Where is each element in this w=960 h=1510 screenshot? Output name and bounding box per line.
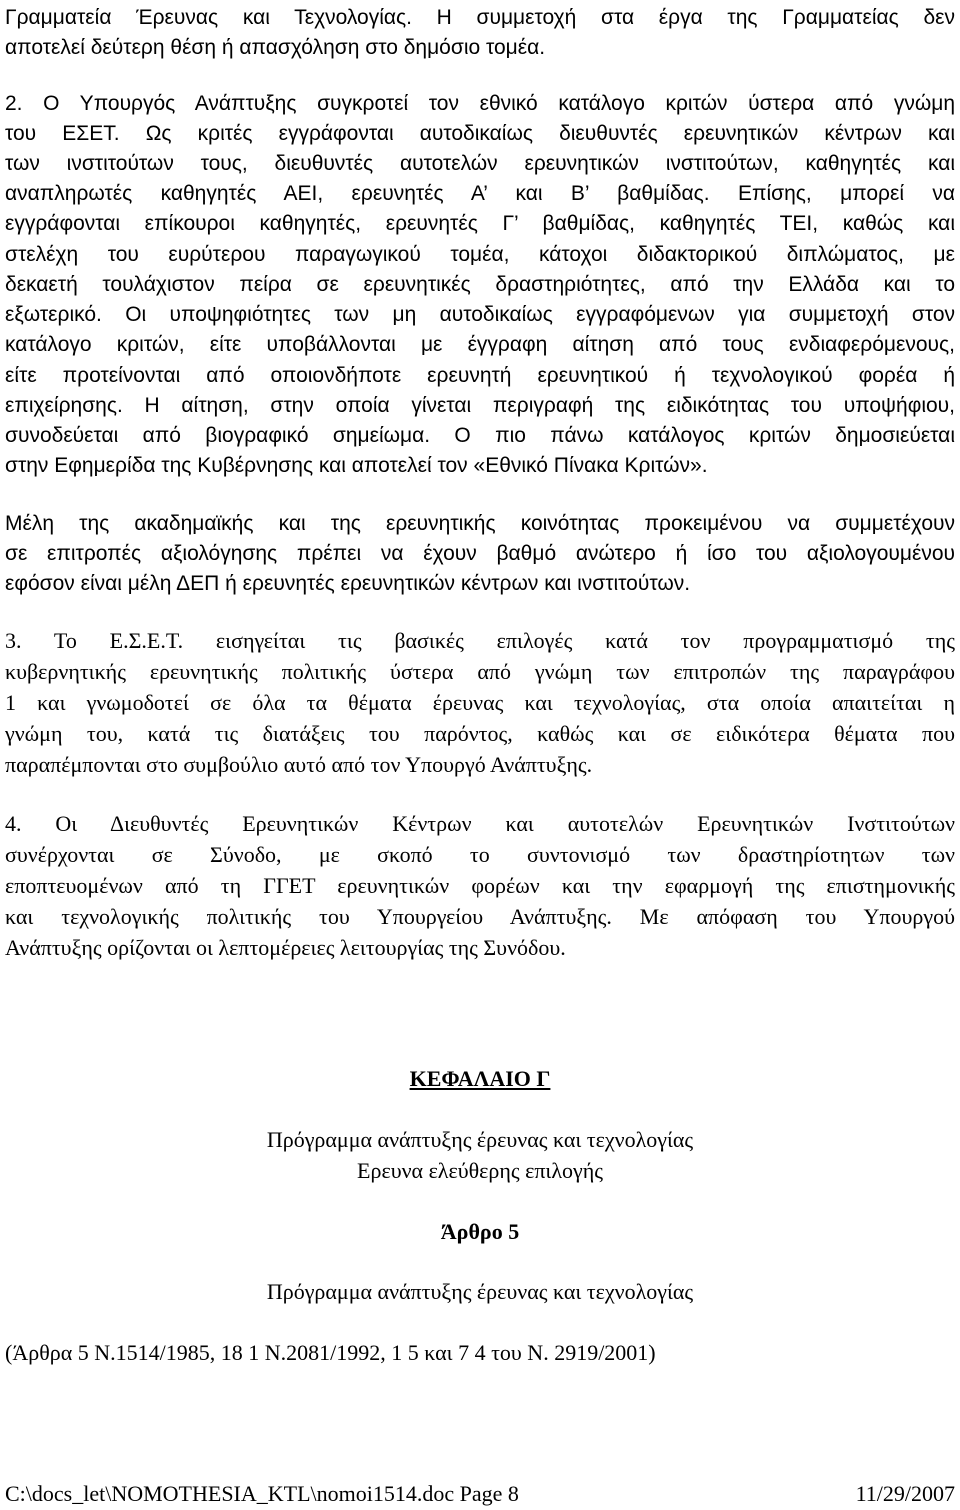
paragraph-line: κατάλογο κριτών, είτε υποβάλλονται με έγγραφη αίτηση από τους ενδιαφερόμενους, bbox=[5, 333, 955, 356]
chapter-heading: ΚΕΦΑΛΑΙΟ Γ bbox=[409, 1066, 551, 1091]
paragraph-line: στην Εφημερίδα της Κυβέρνησης και αποτελεί τον «Εθνικό Πίνακα Κριτών». bbox=[5, 454, 708, 477]
article-heading: Άρθρο 5 bbox=[440, 1219, 520, 1244]
article-reference: (Άρθρα 5 Ν.1514/1985, 18 1 Ν.2081/1992, 1 5 και 7 4 του Ν. 2919/2001) bbox=[5, 1340, 656, 1365]
paragraph-line: και τεχνολογικής πολιτικής του Υπουργείου Ανάπτυξης. Με απόφαση του Υπουργού bbox=[5, 904, 955, 929]
paragraph-line: γνώμη του, κατά τις διατάξεις του παρόντος, καθώς και σε ειδικότερα θέματα που bbox=[5, 721, 955, 746]
paragraph-line: συνοδεύεται από βιογραφικό σημείωμα. Ο πιο πάνω κατάλογος κριτών δημοσιεύεται bbox=[5, 424, 955, 447]
article-subtitle: Πρόγραμμα ανάπτυξης έρευνας και τεχνολογίας bbox=[266, 1279, 694, 1304]
paragraph-line: των ινστιτούτων τους, διευθυντές αυτοτελών ερευνητικών ινστιτούτων, καθηγητές και bbox=[5, 152, 955, 175]
paragraph-line: εξωτερικό. Οι υποψηφιότητες των μη αυτοδικαίως εγγραφόμενων για συμμετοχή στον bbox=[5, 303, 955, 326]
paragraph-line: αναπληρωτές καθηγητές ΑΕΙ, ερευνητές Α’ και Β’ βαθμίδας. Επίσης, μπορεί να bbox=[5, 182, 955, 205]
paragraph-line: 3. Το Ε.Σ.Ε.Τ. εισηγείται τις βασικές επιλογές κατά τον προγραμματισμό της bbox=[5, 628, 955, 653]
paragraph-line: 4. Οι Διευθυντές Ερευνητικών Κέντρων και αυτοτελών Ερευνητικών Ινστιτούτων bbox=[5, 811, 955, 836]
paragraph-line: του ΕΣΕΤ. Ως κριτές εγγράφονται αυτοδικαίως διευθυντές ερευνητικών κέντρων και bbox=[5, 122, 955, 145]
paragraph-line: δεκαετή τουλάχιστον πείρα σε ερευνητικές δραστηριότητες, από την Ελλάδα και το bbox=[5, 273, 955, 296]
chapter-subtitle: Ερευνα ελεύθερης επιλογής bbox=[357, 1158, 603, 1183]
paragraph-line: παραπέμπονται στο συμβούλιο αυτό από τον Υπουργό Ανάπτυξης. bbox=[5, 752, 593, 777]
paragraph-line: σε επιτροπές αξιολόγησης πρέπει να έχουν βαθμό ανώτερο ή ίσο του αξιολογουμένου bbox=[5, 542, 955, 565]
footer-path: C:\docs_let\NOMOTHESIA_KTL\nomoi1514.doc Page 8 bbox=[5, 1481, 519, 1506]
paragraph-line: Ανάπτυξης ορίζονται οι λεπτομέρειες λειτουργίας της Συνόδου. bbox=[5, 935, 566, 960]
page-footer bbox=[5, 1480, 955, 1508]
paragraph-line: είτε προτείνονται από οποιονδήποτε ερευνητή ερευνητικού ή τεχνολογικού φορέα ή bbox=[5, 364, 955, 387]
paragraph-line: εποπτευομένων από τη ΓΓΕΤ ερευνητικών φορέων και την εφαρμογή της επιστημονικής bbox=[5, 873, 955, 898]
paragraph-line: 2. Ο Υπουργός Ανάπτυξης συγκροτεί τον εθνικό κατάλογο κριτών ύστερα από γνώμη bbox=[5, 92, 955, 115]
paragraph-line: συνέρχονται σε Σύνοδο, με σκοπό το συντονισμό των δραστηρίοτητων των bbox=[5, 842, 955, 867]
paragraph-line: στελέχη του ευρύτερου παραγωγικού τομέα, κάτοχοι διδακτορικού διπλώματος, με bbox=[5, 243, 955, 266]
paragraph-line: κυβερνητικής ερευνητικής πολιτικής ύστερα από γνώμη των επιτροπών της παραγράφου bbox=[5, 659, 955, 684]
paragraph-line: Μέλη της ακαδημαϊκής και της ερευνητικής κοινότητας προκειμένου να συμμετέχουν bbox=[5, 512, 955, 535]
paragraph-line: 1 και γνωμοδοτεί σε όλα τα θέματα έρευνας και τεχνολογίας, στα οποία απαιτείται η bbox=[5, 690, 955, 715]
paragraph-line: αποτελεί δεύτερη θέση ή απασχόληση στο δημόσιο τομέα. bbox=[5, 36, 546, 59]
paragraph-line: εγγράφονται επίκουροι καθηγητές, ερευνητές Γ’ βαθμίδας, καθηγητές ΤΕΙ, καθώς και bbox=[5, 212, 955, 235]
chapter-subtitle: Πρόγραμμα ανάπτυξης έρευνας και τεχνολογίας bbox=[266, 1127, 694, 1152]
footer-date: 11/29/2007 bbox=[855, 1481, 955, 1506]
paragraph-line: Γραμματεία Έρευνας και Τεχνολογίας. Η συμμετοχή στα έργα της Γραμματείας δεν bbox=[5, 6, 955, 29]
paragraph-line: εφόσον είναι μέλη ΔΕΠ ή ερευνητές ερευνητικών κέντρων και ινστιτούτων. bbox=[5, 572, 691, 595]
paragraph-line: επιχείρησης. Η αίτηση, στην οποία γίνεται περιγραφή της ειδικότητας του υποψήφιου, bbox=[5, 394, 955, 417]
